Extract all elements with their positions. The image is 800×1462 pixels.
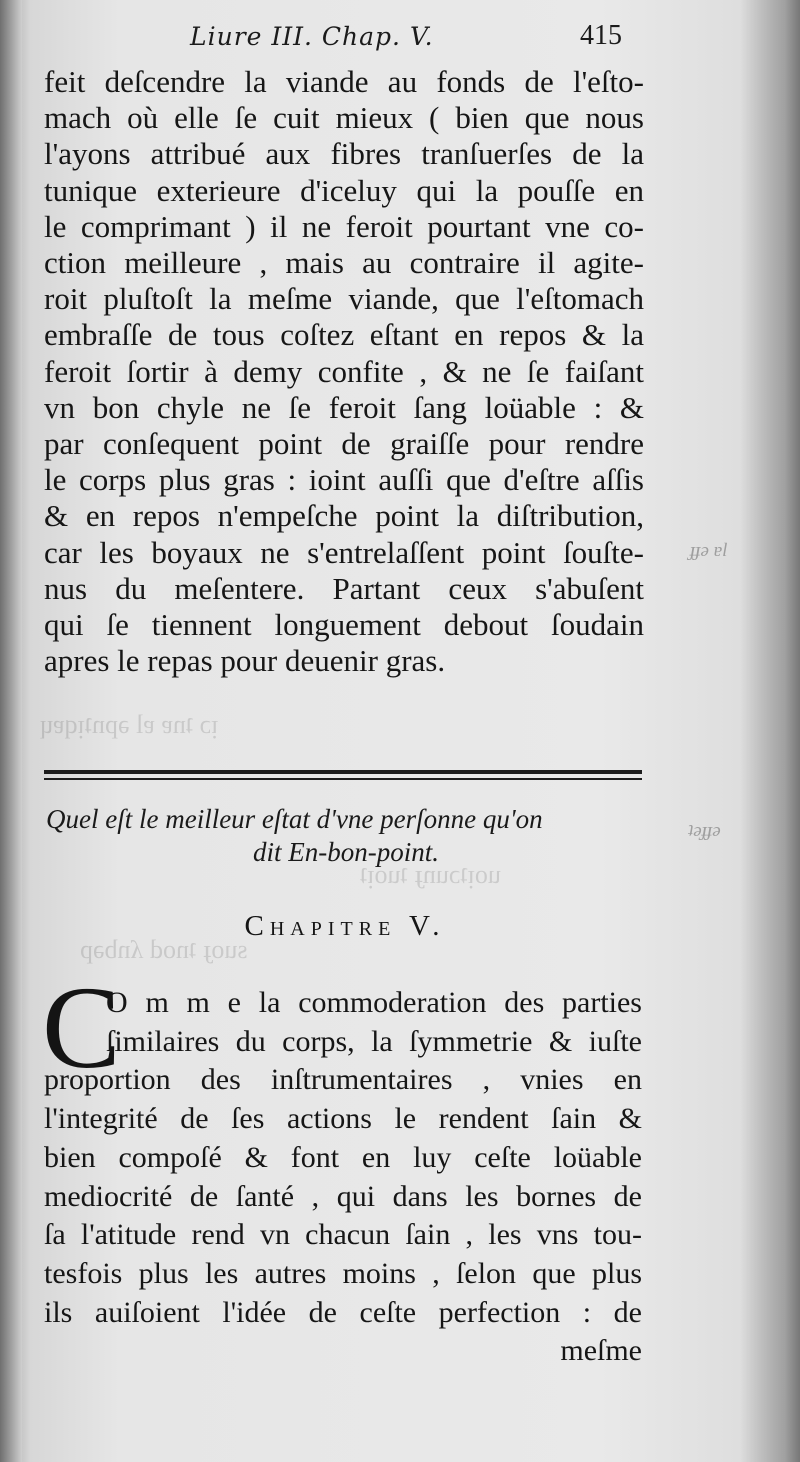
text-line: ſimilaires du corps, la ſymmetrie & iuſte [106,1024,642,1058]
text-line: tunique exterieure d'iceluy qui la pouſſe en [44,172,644,208]
text-line: O m m e la commoderation des parties [106,986,642,1019]
section-rule [44,770,642,774]
text-line: mediocrité de ſanté , qui dans les bornes de [44,1179,642,1213]
section-rule-thin [44,778,642,780]
text-line: embraſſe de tous coſtez eſtant en repos & la [44,317,644,353]
page-number: 415 [580,20,622,51]
text-line: le corps plus gras : ioint auſſi que d'eſtre aſſis [44,462,644,498]
section-heading [46,803,646,869]
text-line: roit pluſtoſt la meſme viande, que l'eſtomach [44,281,644,317]
show-through-text: uoᴉʇɔunɟ ʇuoᴉʇ [360,860,501,889]
text-line: proportion des inſtrumentaires , vnies en [44,1063,642,1097]
text-line: l'integrité de ſes actions le rendent ſain & [44,1102,642,1136]
text-line: ction meilleure , mais au contraire il agite- [44,245,644,281]
heading-line: dit En-bon-point. [253,837,439,867]
text-line: nus du meſentere. Partant ceux s'abuſent [44,570,644,606]
text-line: bien compoſé & font en luy ceſte loüable [44,1140,642,1174]
text-line: ſa l'atitude rend vn chacun ſain , les vns tou- [44,1218,642,1252]
text-line: ils auiſoient l'idée de ceſte perfection : de [44,1295,642,1329]
show-through-margin: ɟɟǝ ɐl [690,540,728,561]
drop-cap: C [42,962,121,1093]
text-line: qui ſe tiennent longuement debout ſoudain [44,607,644,643]
text-line: mach où elle ſe cuit mieux ( bien que nous [44,100,644,136]
catchword: meſme [560,1334,642,1368]
show-through-text: ᴉɔ ʇnɐ ɐl ǝpnʇᴉqɐɥ [40,710,219,739]
text-line: & en repos n'empeſche point la diſtribution, [44,498,644,534]
text-line: apres le repas pour deuenir gras. [44,643,446,679]
chapter-title: Chapitre V. [244,910,446,942]
text-line: feroit ſortir à demy confite , & ne ſe faiſant [44,353,644,389]
show-through-text: suoɟ ʇnod ʎnbǝp [80,935,248,964]
text-line: l'ayons attribué aux fibres tranſuerſes de la [44,136,644,172]
text-line: par conſequent point de graiſſe pour rendre [44,426,644,462]
show-through-margin: ʇǝɟɟǝ [688,820,721,841]
body-paragraph [44,64,644,679]
text-line: le comprimant ) il ne feroit pourtant vne co- [44,208,644,244]
page-edge-shadow [740,0,800,1462]
running-title: Liure III. Chap. V. [190,22,434,51]
text-line: feit deſcendre la viande au fonds de l'eſto- [44,64,644,99]
text-line: tesfois plus les autres moins , ſelon que plus [44,1256,642,1290]
text-line: vn bon chyle ne ſe feroit ſang loüable : & [44,389,644,425]
gutter-shadow [0,0,22,1462]
chapter-paragraph [44,984,642,1371]
text-line: car les boyaux ne s'entrelaſſent point ſouſte- [44,534,644,570]
heading-line: Quel eſt le meilleur eſtat d'vne perſonne qu'on [46,804,543,834]
